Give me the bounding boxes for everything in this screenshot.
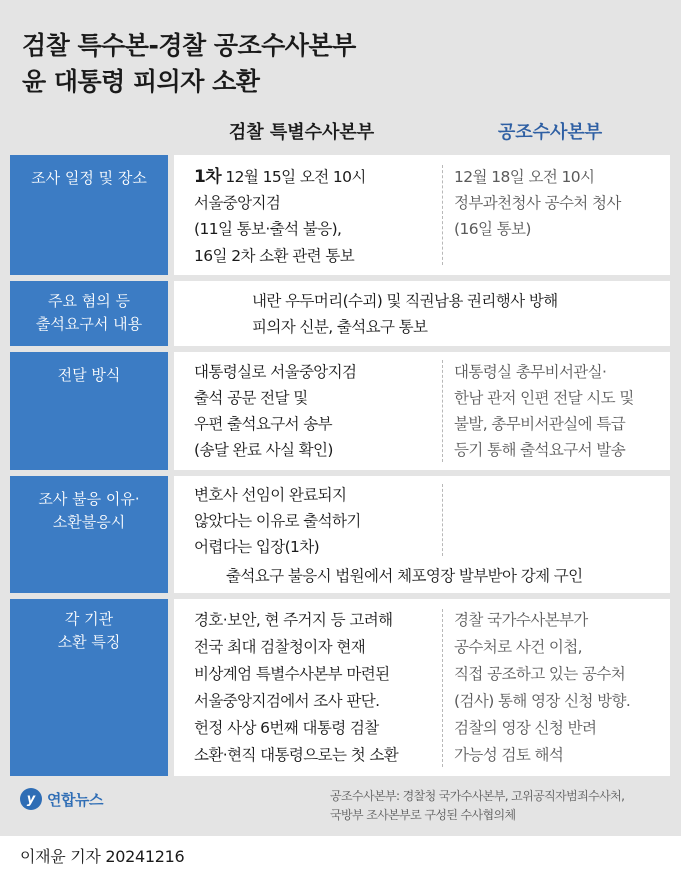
features-a-line-1: 경호·보안, 현 주거지 등 고려해 — [194, 611, 393, 629]
delivery-b-line-3: 불발, 총무비서관실에 특급 — [454, 415, 626, 433]
refusal-a-line-1: 변호사 선임이 완료되지 — [194, 486, 347, 504]
features-b-line-4: (검사) 통해 영장 신청 방향. — [454, 692, 631, 710]
yonhap-logo-text: 연합뉴스 — [47, 790, 103, 809]
features-b-line-2: 공수처로 사건 이첩, — [454, 638, 582, 656]
byline: 이재윤 기자 20241216 — [20, 847, 185, 866]
features-a-line-4: 서울중앙지검에서 조사 판단. — [194, 692, 380, 710]
features-a-line-2: 전국 최대 검찰청이자 현재 — [194, 638, 366, 656]
delivery-a-line-3: 우편 출석요구서 송부 — [194, 415, 333, 433]
features-b-line-1: 경찰 국가수사본부가 — [454, 611, 588, 629]
schedule-a-line-2: 서울중앙지검 — [194, 194, 281, 212]
column-header-joint-team: 공조수사본부 — [497, 122, 603, 143]
row-delivery — [10, 352, 670, 470]
row-content-delivery — [174, 352, 670, 470]
schedule-a-line-3: (11일 통보·출석 불응), — [194, 220, 342, 238]
row-label-features: 각 기관 소환 특징 — [10, 599, 168, 776]
column-divider — [442, 609, 443, 767]
schedule-a-line-1: 1차 12월 15일 오전 10시 — [194, 167, 366, 187]
column-header-prosecution: 검찰 특별수사본부 — [228, 122, 375, 143]
page-title — [22, 28, 356, 100]
delivery-a-line-4: (송달 완료 사실 확인) — [194, 441, 333, 459]
features-b-line-3: 직접 공조하고 있는 공수처 — [454, 665, 626, 683]
title-line-1: 검찰 특수본-경찰 공조수사본부 — [22, 31, 356, 60]
charges-line-2: 피의자 신분, 출석요구 통보 — [252, 318, 428, 336]
row-content-charges — [174, 281, 670, 346]
refusal-a-line-3: 어렵다는 입장(1차) — [194, 538, 320, 556]
row-content-features — [174, 599, 670, 776]
yonhap-logo — [20, 788, 103, 810]
row-content-schedule — [174, 155, 670, 275]
delivery-b-line-2: 한남 관저 인편 전달 시도 및 — [454, 389, 634, 407]
yonhap-logo-icon: y — [20, 788, 42, 810]
row-content-refusal — [174, 476, 670, 593]
features-b-line-6: 가능성 검토 해석 — [454, 746, 564, 764]
row-charges — [10, 281, 670, 346]
features-a-line-3: 비상계엄 특별수사본부 마련된 — [194, 665, 390, 683]
footnote-line-2: 국방부 조사본부로 구성된 수사협의체 — [330, 808, 516, 822]
refusal-bottom-line: 출석요구 불응시 법원에서 체포영장 발부받아 강제 구인 — [226, 567, 583, 585]
row-label-refusal: 조사 불응 이유· 소환불응시 — [10, 476, 168, 593]
column-divider — [442, 360, 443, 462]
delivery-a-line-2: 출석 공문 전달 및 — [194, 389, 308, 407]
schedule-b-line-1: 12월 18일 오전 10시 — [454, 168, 595, 186]
delivery-b-line-1: 대통령실 총무비서관실· — [454, 363, 607, 381]
row-refusal — [10, 476, 670, 593]
delivery-a-line-1: 대통령실로 서울중앙지검 — [194, 363, 357, 381]
schedule-b-line-3: (16일 통보) — [454, 220, 531, 238]
row-label-charges: 주요 혐의 등 출석요구서 내용 — [10, 281, 168, 346]
footnote-line-1: 공조수사본부: 경찰청 국가수사본부, 고위공직자범죄수사처, — [330, 789, 625, 803]
row-schedule — [10, 155, 670, 275]
refusal-a-line-2: 않았다는 이유로 출석하기 — [194, 512, 361, 530]
schedule-a-bold: 1차 — [194, 167, 222, 187]
schedule-b-line-2: 정부과천청사 공수처 청사 — [454, 194, 621, 212]
features-a-line-6: 소환·현직 대통령으로는 첫 소환 — [194, 746, 399, 764]
row-label-schedule: 조사 일정 및 장소 — [10, 155, 168, 275]
column-divider — [442, 165, 443, 265]
schedule-a-line-4: 16일 2차 소환 관련 통보 — [194, 247, 355, 265]
row-features — [10, 599, 670, 776]
title-line-2: 윤 대통령 피의자 소환 — [22, 67, 260, 96]
footnote — [330, 787, 675, 825]
features-b-line-5: 검찰의 영장 신청 반려 — [454, 719, 597, 737]
column-divider — [442, 484, 443, 556]
row-label-delivery: 전달 방식 — [10, 352, 168, 470]
charges-line-1: 내란 우두머리(수괴) 및 직권남용 권리행사 방해 — [252, 292, 558, 310]
features-a-line-5: 헌정 사상 6번째 대통령 검찰 — [194, 719, 379, 737]
delivery-b-line-4: 등기 통해 출석요구서 발송 — [454, 441, 626, 459]
